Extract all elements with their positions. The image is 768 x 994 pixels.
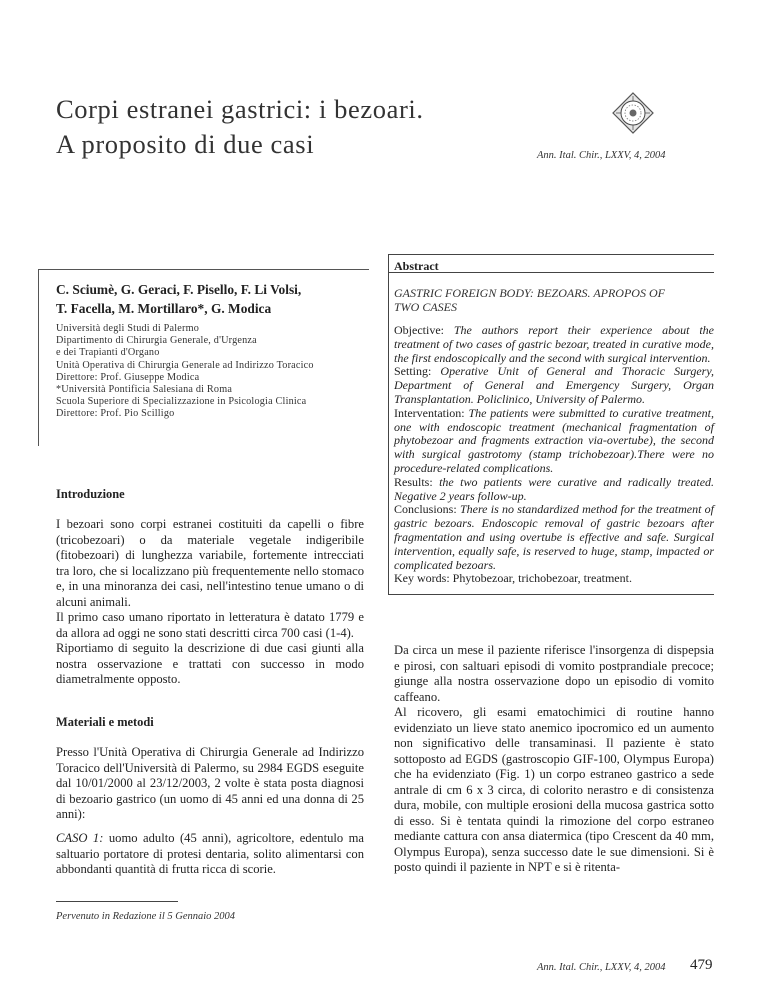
keywords-label: Key words: xyxy=(394,571,453,586)
methods-paragraph: Presso l'Unità Operativa di Chirurgia Generale ad Indirizzo Toracico dell'Università di Palermo, su 2984 EGDS eseguite dal 10/01/2000 al 23/12/2003, 2 volte è stata posta diagnosi di bezoario gastrico (un uomo di 45 anni ed una donna di 25 anni): xyxy=(56,745,364,821)
abstract-title-line-1: GASTRIC FOREIGN BODY: BEZOARS. APROPOS OF xyxy=(394,286,665,300)
affiliation-line: Scuola Superiore di Specializzazione in Psicologia Clinica xyxy=(56,396,307,408)
section-text: The authors report their experience about the treatment of two cases of gastric bezoar, treated in curative mode, the first endoscopically and the second with surgical intervention. xyxy=(394,323,714,365)
abstract-left-rule xyxy=(388,254,389,594)
affiliation-line: Dipartimento di Chirurgia Generale, d'Urgenza xyxy=(56,335,257,347)
article-title xyxy=(56,92,496,162)
methods-heading: Materiali e metodi xyxy=(56,715,154,729)
intro-paragraph: Riportiamo di seguito la descrizione di due casi giunti alla nostra osservazione e trattati con successo in modo diametralmente opposto. xyxy=(56,641,364,686)
abstract-body xyxy=(394,324,714,586)
author-line-2: T. Facella, M. Mortillaro*, G. Modica xyxy=(56,301,272,316)
journal-seal-icon xyxy=(610,90,656,136)
abstract-objective xyxy=(394,324,714,365)
body-paragraph: Al ricovero, gli esami ematochimici di routine hanno evidenziato un lieve stato anemico ipocromico ed un aumento non significativo delle transaminasi. Il paziente è stato sottoposto ad EGDS (gastroscopio GIF-100, Olympus Europa) che ha evidenziato (Fig. 1) un corpo estraneo gastrico a sede antrale di cm 6 x 3 circa, di colorito nerastro e di consistenza dura, mobile, con multiple erosioni della mucosa gastrica sotto di esso. Si è tentata quindi la rimozione del corpo estraneo mediante cattura con ansa diatermica (tipo Crescent da 40 mm, Olympus Europa), senza successo date le sue dimensioni. Si è posto quindi il paziente in NPT e si è ritenta- xyxy=(394,705,714,874)
affiliation-line: e dei Trapianti d'Organo xyxy=(56,347,160,359)
title-line-2: A proposito di due casi xyxy=(56,129,315,159)
keywords-text: Phytobezoar, trichobezoar, treatment. xyxy=(452,571,632,586)
abstract-conclusions xyxy=(394,503,714,572)
case-text: uomo adulto (45 anni), agricoltore, edentulo ma saltuario portatore di protesi dentaria, solito alimentarsi con abbondanti quantità di frutta ricca di scorie. xyxy=(56,831,365,876)
received-note: Pervenuto in Redazione il 5 Gennaio 2004 xyxy=(56,911,236,922)
intro-paragraph: Il primo caso umano riportato in letteratura è datato 1779 e da allora ad oggi ne sono stati descritti circa 700 casi (1-4). xyxy=(56,610,364,640)
right-column-body xyxy=(394,643,714,876)
affiliation-line: Unità Operativa di Chirurgia Generale ad Indirizzo Toracico xyxy=(56,359,314,371)
section-label: Setting: xyxy=(394,364,441,379)
affiliations xyxy=(56,323,366,421)
abstract-setting xyxy=(394,365,714,406)
author-line-1: C. Sciumè, G. Geraci, F. Pisello, F. Li Volsi, xyxy=(56,282,302,297)
abstract-results xyxy=(394,476,714,504)
author-list xyxy=(56,280,366,318)
intro-paragraph: I bezoari sono corpi estranei costituiti da capelli o fibre (tricobezoari) o da materiale vegetale indigeribile (fitobezoari) di lunghezza variabile, fortemente intrecciati tra loro, che si localizzano più frequentemente nello stomaco e, in una minoranza dei casi, nell'intestino tenue umano o di alcuni animali. xyxy=(56,517,364,609)
page-number: 479 xyxy=(690,957,713,973)
case-one xyxy=(56,831,364,878)
footer-journal-citation: Ann. Ital. Chir., LXXV, 4, 2004 xyxy=(537,962,666,973)
affiliation-line: Direttore: Prof. Giuseppe Modica xyxy=(56,371,200,383)
journal-citation: Ann. Ital. Chir., LXXV, 4, 2004 xyxy=(537,150,666,161)
section-text: The patients were submitted to curative treatment, one with endoscopic treatment (mechanical fragmentation of phytobezoar and fragments extraction via-overtube), the second with surgical gastrotomy (stamp trichobezoar).There were no procedure-related complications. xyxy=(394,405,714,475)
intro-body xyxy=(56,517,364,688)
abstract-title xyxy=(394,286,714,314)
case-label: CASO 1: xyxy=(56,831,104,845)
abstract-label: Abstract xyxy=(394,259,439,273)
footnote-rule xyxy=(56,901,178,902)
section-label: Conclusions: xyxy=(394,502,460,517)
section-label: Results: xyxy=(394,474,440,489)
section-label: Objective: xyxy=(394,323,454,337)
affiliation-line: Università degli Studi di Palermo xyxy=(56,323,199,334)
section-text: There is no standardized method for the treatment of gastric bezoars. Endoscopic removal of gastric bezoars after fragmentation and using overtube is effective and safe. Surgical intervention, equally safe, is reserved to huge, stamp, impacted or complicated bezoars. xyxy=(394,502,715,572)
title-line-1: Corpi estranei gastrici: i bezoari. xyxy=(56,94,424,124)
abstract-title-line-2: TWO CASES xyxy=(394,300,457,314)
abstract-bottom-rule xyxy=(388,594,714,595)
intro-heading: Introduzione xyxy=(56,487,125,501)
abstract-keywords xyxy=(394,572,714,586)
section-label: Interventation: xyxy=(394,405,469,420)
section-text: Operative Unit of General and Thoracic Surgery, Department of General and Emergency Surgery, Organ Transplantation. Policlinico, University of Palermo. xyxy=(394,364,714,406)
abstract-intervention xyxy=(394,407,714,476)
methods-body xyxy=(56,745,364,823)
section-text: the two patients were curative and radically treated. Negative 2 years follow-up. xyxy=(394,474,715,503)
case-paragraph xyxy=(56,831,364,878)
affiliation-line: Direttore: Prof. Pio Scilligo xyxy=(56,408,175,420)
abstract-top-rule xyxy=(388,254,714,255)
affiliation-line: *Università Pontificia Salesiana di Roma xyxy=(56,384,233,396)
body-paragraph: Da circa un mese il paziente riferisce l'insorgenza di dispepsia e pirosi, con saltuari episodi di vomito postprandiale precoce; giunge alla nostra osservazione dopo un episodio di vomito caffeano. xyxy=(394,643,714,704)
